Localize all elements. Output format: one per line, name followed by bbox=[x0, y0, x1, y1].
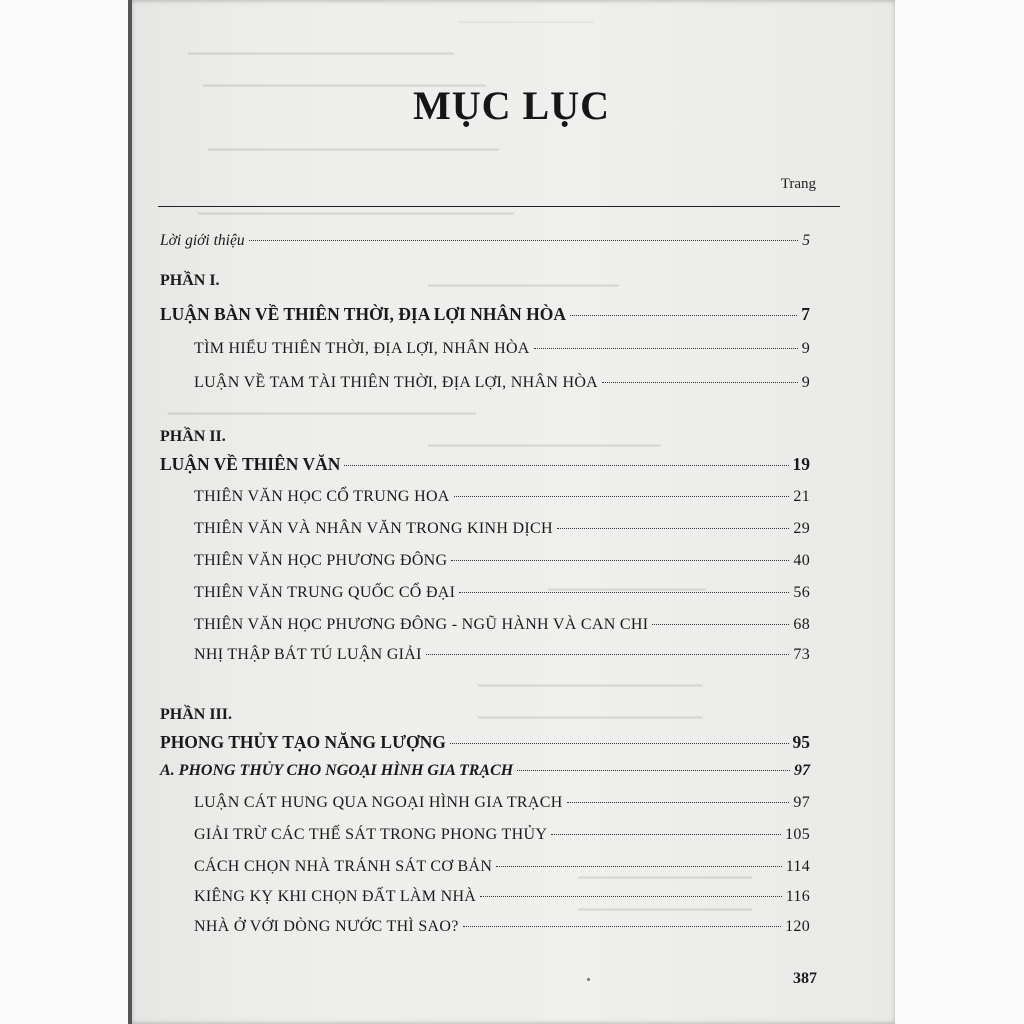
toc-entry-introduction bbox=[160, 232, 810, 250]
toc-entry-title: THIÊN VĂN HỌC PHƯƠNG ĐÔNG - NGŨ HÀNH VÀ CAN CHI bbox=[194, 616, 649, 633]
header-rule bbox=[158, 206, 840, 207]
page-column-header: Trang bbox=[780, 176, 816, 192]
scan-background-right bbox=[895, 0, 1024, 1024]
toc-entry-section bbox=[194, 826, 810, 844]
toc-entry-title: LUẬN CÁT HUNG QUA NGOẠI HÌNH GIA TRẠCH bbox=[194, 794, 563, 811]
toc-entry-page: 97 bbox=[794, 762, 810, 779]
dot-leader bbox=[557, 528, 790, 529]
toc-entry-title: A. PHONG THỦY CHO NGOẠI HÌNH GIA TRẠCH bbox=[160, 762, 514, 779]
toc-entry-title: GIẢI TRỪ CÁC THẾ SÁT TRONG PHONG THỦY bbox=[194, 826, 548, 843]
part-heading-2: PHẦN II. bbox=[160, 428, 226, 445]
toc-entry-page: 9 bbox=[801, 374, 810, 391]
dot-leader bbox=[480, 896, 782, 897]
toc-entry-section bbox=[194, 488, 810, 506]
toc-entry-page: 97 bbox=[793, 794, 810, 811]
dot-leader bbox=[567, 802, 790, 803]
toc-entry-title: KIÊNG KỴ KHI CHỌN ĐẤT LÀM NHÀ bbox=[194, 888, 477, 905]
toc-entry-page: 114 bbox=[785, 858, 810, 875]
toc-entry-subchapter bbox=[160, 762, 810, 780]
ink-speck bbox=[587, 978, 590, 981]
toc-entry-section bbox=[194, 584, 810, 602]
dot-leader bbox=[602, 382, 798, 383]
toc-entry-page: 56 bbox=[793, 584, 810, 601]
dot-leader bbox=[454, 496, 790, 497]
toc-entry-title: LUẬN VỀ TAM TÀI THIÊN THỜI, ĐỊA LỢI, NHÂN HÒA bbox=[194, 374, 599, 391]
toc-entry-page: 120 bbox=[785, 918, 810, 935]
toc-entry-section bbox=[194, 858, 810, 876]
dot-leader bbox=[496, 866, 781, 867]
toc-entry-page: 29 bbox=[793, 520, 810, 537]
dot-leader bbox=[344, 465, 788, 466]
toc-entry-title: TÌM HIỂU THIÊN THỜI, ĐỊA LỢI, NHÂN HÒA bbox=[194, 340, 530, 357]
dot-leader bbox=[534, 348, 798, 349]
toc-entry-page: 40 bbox=[793, 552, 810, 569]
toc-entry-title: NHÀ Ở VỚI DÒNG NƯỚC THÌ SAO? bbox=[194, 918, 459, 935]
part-heading-1: PHẦN I. bbox=[160, 272, 220, 289]
toc-entry-title: THIÊN VĂN HỌC CỔ TRUNG HOA bbox=[194, 488, 450, 505]
toc-entry-title: LUẬN VỀ THIÊN VĂN bbox=[160, 454, 341, 474]
page-title: MỤC LỤC bbox=[413, 83, 610, 128]
toc-entry-page: 5 bbox=[802, 232, 810, 249]
toc-entry-section bbox=[194, 616, 810, 634]
dot-leader bbox=[551, 834, 781, 835]
toc-entry-section bbox=[194, 646, 810, 664]
dot-leader bbox=[450, 743, 789, 744]
dot-leader bbox=[459, 592, 789, 593]
toc-entry-chapter bbox=[160, 454, 810, 475]
dot-leader bbox=[517, 770, 790, 771]
dot-leader bbox=[249, 240, 799, 241]
toc-entry-chapter bbox=[160, 732, 810, 753]
toc-entry-page: 105 bbox=[785, 826, 810, 843]
toc-entry-title: LUẬN BÀN VỀ THIÊN THỜI, ĐỊA LỢI NHÂN HÒA bbox=[160, 304, 566, 324]
page-number: 387 bbox=[793, 970, 817, 987]
toc-entry-page: 21 bbox=[793, 488, 810, 505]
toc-entry-page: 19 bbox=[792, 454, 810, 474]
toc-entry-page: 68 bbox=[793, 616, 810, 633]
toc-entry-chapter bbox=[160, 304, 810, 325]
dot-leader bbox=[451, 560, 789, 561]
toc-entry-title: THIÊN VĂN HỌC PHƯƠNG ĐÔNG bbox=[194, 552, 448, 569]
dot-leader bbox=[570, 315, 797, 316]
toc-entry-page: 116 bbox=[785, 888, 810, 905]
toc-entry-section bbox=[194, 520, 810, 538]
toc-entry-title: PHONG THỦY TẠO NĂNG LƯỢNG bbox=[160, 732, 446, 752]
toc-entry-section bbox=[194, 552, 810, 570]
toc-entry-title: CÁCH CHỌN NHÀ TRÁNH SÁT CƠ BẢN bbox=[194, 858, 493, 875]
scan-background-left bbox=[0, 0, 128, 1024]
toc-entry-page: 7 bbox=[801, 304, 810, 324]
toc-entry-page: 73 bbox=[793, 646, 810, 663]
dot-leader bbox=[652, 624, 789, 625]
bleed-through-texture: ────────────── ━━━━━━━━━━━━━━━━━━━━━━━━━━━━━━━━ ━━━━━━━━━━━━━━━━━━━━━━━━━━━━━━━━━━ ━━━━━━━━━━━━━━━━━━━━━━━━━━━━━━━━━━━ ━━━━━━━━━━━━━━━━━━━━━━━━━━━━━━━━━━━━━━ ━━━━━━━━━━━━━━━━━━━━━━━ ━━━━━━━━━━━━━━━━━━━━━━━━━━━━━━━━━━━━━ ━━━━━━━━━━━━━━━━━━━━━━━━━━━━ ━━━━━━━━━━━━━━━━━━━ ━━━━━━━━━━━━━━━━━━━━━━━━━━━ ━━━━━━━━━━━━━━━━━━━━━━━━━━━ ━━━━━━━━━━━━━━━━━━━━━ ━━━━━━━━━━━━━━━━━━━━━ bbox=[168, 14, 753, 917]
toc-entry-page: 95 bbox=[792, 732, 810, 752]
toc-entry-title: Lời giới thiệu bbox=[160, 232, 245, 249]
toc-entry-title: THIÊN VĂN TRUNG QUỐC CỔ ĐẠI bbox=[194, 584, 456, 601]
book-page bbox=[128, 0, 895, 1024]
dot-leader bbox=[426, 654, 790, 655]
toc-entry-section bbox=[194, 918, 810, 936]
toc-entry-page: 9 bbox=[801, 340, 810, 357]
part-heading-3: PHẦN III. bbox=[160, 706, 233, 723]
dot-leader bbox=[463, 926, 781, 927]
toc-entry-title: THIÊN VĂN VÀ NHÂN VĂN TRONG KINH DỊCH bbox=[194, 520, 553, 537]
toc-entry-section bbox=[194, 888, 810, 906]
toc-entry-section bbox=[194, 374, 810, 392]
toc-entry-section bbox=[194, 340, 810, 358]
toc-entry-section bbox=[194, 794, 810, 812]
toc-entry-title: NHỊ THẬP BÁT TÚ LUẬN GIẢI bbox=[194, 646, 422, 663]
